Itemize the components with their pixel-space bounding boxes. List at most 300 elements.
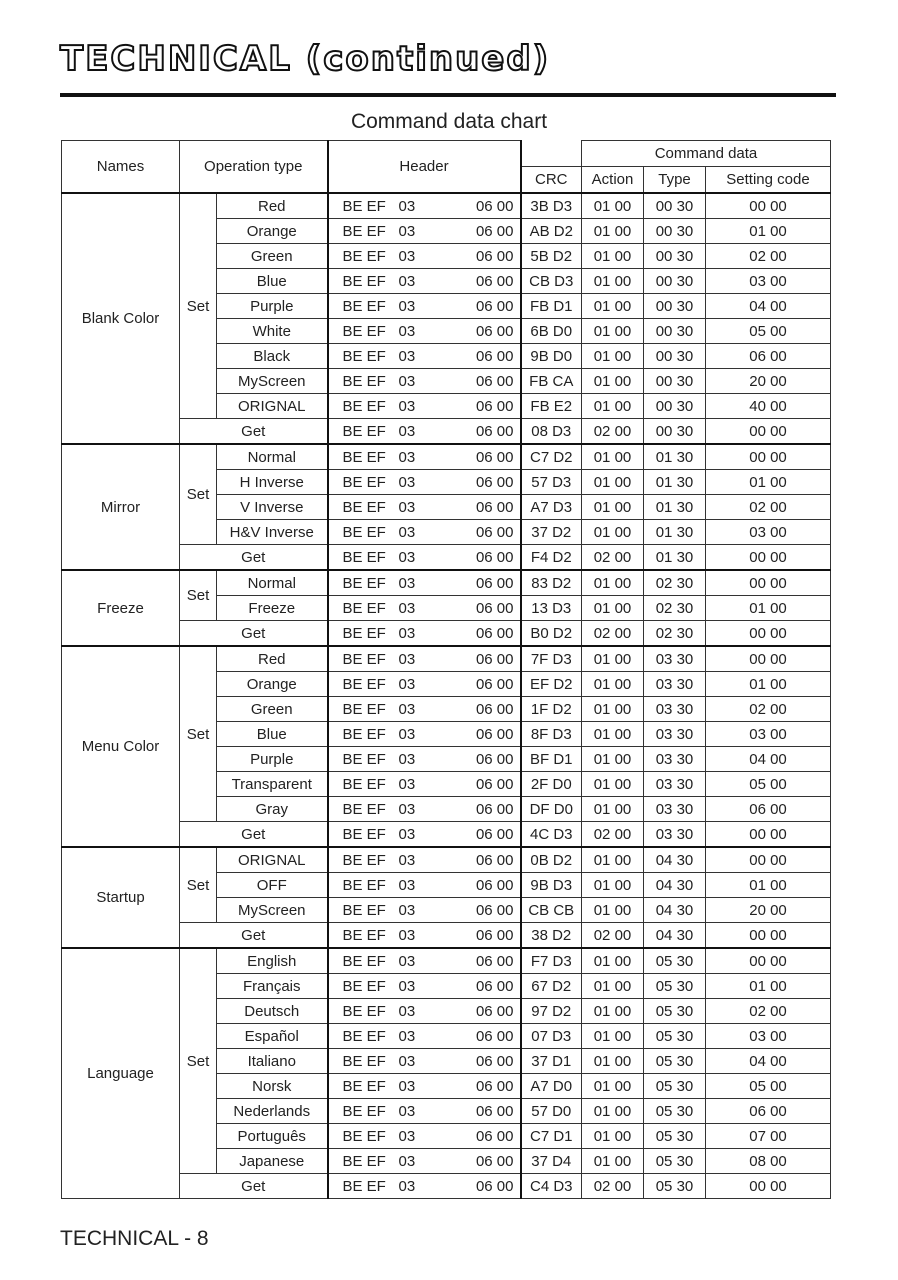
action-cell: 02 00 <box>582 822 644 848</box>
type-cell: 05 30 <box>644 974 706 999</box>
type-cell: 01 30 <box>644 444 706 470</box>
option-label: Nederlands <box>217 1099 328 1124</box>
header-byte-b: 03 <box>398 1102 416 1120</box>
setting-code-cell: 06 00 <box>706 797 831 822</box>
header-byte-c: 06 00 <box>475 297 514 315</box>
action-cell: 01 00 <box>582 369 644 394</box>
type-cell: 03 30 <box>644 672 706 697</box>
action-cell: 01 00 <box>582 722 644 747</box>
header-value <box>328 394 521 419</box>
setting-code-cell: 05 00 <box>706 319 831 344</box>
setting-code-cell: 01 00 <box>706 974 831 999</box>
header-byte-c: 06 00 <box>475 1077 514 1095</box>
header-value <box>328 1049 521 1074</box>
header-value <box>328 797 521 822</box>
option-label: Orange <box>217 219 328 244</box>
header-byte-b: 03 <box>398 222 416 240</box>
header-byte-a: BE EF <box>342 1127 386 1145</box>
header-byte-c: 06 00 <box>475 977 514 995</box>
setting-code-cell: 40 00 <box>706 394 831 419</box>
option-label: ORIGNAL <box>217 394 328 419</box>
action-cell: 01 00 <box>582 797 644 822</box>
header-byte-c: 06 00 <box>475 725 514 743</box>
setting-code-cell: 04 00 <box>706 1049 831 1074</box>
crc-cell: 9B D0 <box>521 344 582 369</box>
option-label: H&V Inverse <box>217 520 328 545</box>
setting-code-cell: 01 00 <box>706 596 831 621</box>
crc-cell: A7 D3 <box>521 495 582 520</box>
setting-code-cell: 00 00 <box>706 419 831 445</box>
header-byte-c: 06 00 <box>475 247 514 265</box>
header-byte-c: 06 00 <box>475 448 514 466</box>
header-byte-c: 06 00 <box>475 1052 514 1070</box>
action-cell: 02 00 <box>582 1174 644 1199</box>
crc-cell: FB CA <box>521 369 582 394</box>
setting-code-cell: 00 00 <box>706 570 831 596</box>
header-byte-a: BE EF <box>342 977 386 995</box>
header-value <box>328 244 521 269</box>
header-byte-b: 03 <box>398 977 416 995</box>
header-byte-a: BE EF <box>342 624 386 642</box>
type-cell: 03 30 <box>644 646 706 672</box>
header-value <box>328 344 521 369</box>
setting-code-cell: 02 00 <box>706 999 831 1024</box>
header-value <box>328 672 521 697</box>
header-byte-b: 03 <box>398 322 416 340</box>
header-byte-b: 03 <box>398 725 416 743</box>
crc-cell: 97 D2 <box>521 999 582 1024</box>
header-byte-b: 03 <box>398 473 416 491</box>
header-byte-b: 03 <box>398 1077 416 1095</box>
header-byte-b: 03 <box>398 1052 416 1070</box>
header-byte-b: 03 <box>398 422 416 440</box>
crc-cell: 07 D3 <box>521 1024 582 1049</box>
table-row <box>62 847 831 873</box>
crc-cell: 6B D0 <box>521 319 582 344</box>
header-byte-c: 06 00 <box>475 750 514 768</box>
option-label: English <box>217 948 328 974</box>
option-label: Green <box>217 697 328 722</box>
action-cell: 01 00 <box>582 898 644 923</box>
header-setting-code: Setting code <box>706 167 831 194</box>
action-cell: 01 00 <box>582 1049 644 1074</box>
header-byte-c: 06 00 <box>475 775 514 793</box>
action-cell: 01 00 <box>582 672 644 697</box>
option-label: MyScreen <box>217 898 328 923</box>
header-value <box>328 444 521 470</box>
header-byte-b: 03 <box>398 1152 416 1170</box>
header-action: Action <box>582 167 644 194</box>
header-byte-b: 03 <box>398 825 416 843</box>
header-value <box>328 596 521 621</box>
header-byte-c: 06 00 <box>475 1177 514 1195</box>
setting-code-cell: 01 00 <box>706 470 831 495</box>
header-byte-b: 03 <box>398 599 416 617</box>
header-byte-a: BE EF <box>342 473 386 491</box>
header-byte-a: BE EF <box>342 347 386 365</box>
header-value <box>328 319 521 344</box>
action-cell: 02 00 <box>582 545 644 571</box>
crc-cell: 57 D0 <box>521 1099 582 1124</box>
group-name: Menu Color <box>62 646 180 847</box>
header-byte-b: 03 <box>398 548 416 566</box>
crc-cell: F4 D2 <box>521 545 582 571</box>
action-cell: 01 00 <box>582 999 644 1024</box>
header-byte-a: BE EF <box>342 247 386 265</box>
type-cell: 00 30 <box>644 369 706 394</box>
header-byte-c: 06 00 <box>475 523 514 541</box>
type-cell: 04 30 <box>644 898 706 923</box>
header-byte-b: 03 <box>398 197 416 215</box>
table-body <box>62 193 831 1199</box>
setting-code-cell: 03 00 <box>706 722 831 747</box>
header-byte-a: BE EF <box>342 775 386 793</box>
option-label: Deutsch <box>217 999 328 1024</box>
action-cell: 02 00 <box>582 419 644 445</box>
header-value <box>328 570 521 596</box>
header-byte-a: BE EF <box>342 650 386 668</box>
setting-code-cell: 02 00 <box>706 244 831 269</box>
setting-code-cell: 00 00 <box>706 444 831 470</box>
header-byte-a: BE EF <box>342 876 386 894</box>
group-name: Language <box>62 948 180 1199</box>
type-cell: 01 30 <box>644 545 706 571</box>
option-label: Purple <box>217 294 328 319</box>
option-label: MyScreen <box>217 369 328 394</box>
action-cell: 01 00 <box>582 219 644 244</box>
header-byte-c: 06 00 <box>475 397 514 415</box>
header-byte-a: BE EF <box>342 322 386 340</box>
header-value <box>328 1124 521 1149</box>
header-byte-b: 03 <box>398 272 416 290</box>
set-label: Set <box>180 847 217 923</box>
header-byte-a: BE EF <box>342 750 386 768</box>
setting-code-cell: 01 00 <box>706 672 831 697</box>
action-cell: 01 00 <box>582 495 644 520</box>
setting-code-cell: 06 00 <box>706 1099 831 1124</box>
action-cell: 01 00 <box>582 1124 644 1149</box>
setting-code-cell: 01 00 <box>706 873 831 898</box>
setting-code-cell: 00 00 <box>706 822 831 848</box>
type-cell: 00 30 <box>644 269 706 294</box>
header-byte-c: 06 00 <box>475 548 514 566</box>
action-cell: 01 00 <box>582 394 644 419</box>
header-byte-c: 06 00 <box>475 800 514 818</box>
header-byte-b: 03 <box>398 347 416 365</box>
action-cell: 01 00 <box>582 974 644 999</box>
header-byte-a: BE EF <box>342 197 386 215</box>
header-byte-b: 03 <box>398 397 416 415</box>
header-byte-c: 06 00 <box>475 473 514 491</box>
header-byte-b: 03 <box>398 1127 416 1145</box>
type-cell: 05 30 <box>644 1074 706 1099</box>
header-value <box>328 847 521 873</box>
header-value <box>328 269 521 294</box>
header-value <box>328 747 521 772</box>
crc-cell: 4C D3 <box>521 822 582 848</box>
setting-code-cell: 00 00 <box>706 923 831 949</box>
action-cell: 02 00 <box>582 923 644 949</box>
type-cell: 00 30 <box>644 394 706 419</box>
header-byte-a: BE EF <box>342 548 386 566</box>
header-value <box>328 621 521 647</box>
header-byte-a: BE EF <box>342 1052 386 1070</box>
setting-code-cell: 00 00 <box>706 621 831 647</box>
crc-cell: FB D1 <box>521 294 582 319</box>
header-value <box>328 520 521 545</box>
crc-cell: EF D2 <box>521 672 582 697</box>
crc-cell: 7F D3 <box>521 646 582 672</box>
header-byte-a: BE EF <box>342 448 386 466</box>
option-label: Blue <box>217 722 328 747</box>
crc-cell: FB E2 <box>521 394 582 419</box>
setting-code-cell: 02 00 <box>706 697 831 722</box>
table-row <box>62 193 831 219</box>
type-cell: 00 30 <box>644 419 706 445</box>
table-row <box>62 570 831 596</box>
page-title: TECHNICAL (continued) <box>60 39 551 79</box>
crc-cell: F7 D3 <box>521 948 582 974</box>
crc-cell: DF D0 <box>521 797 582 822</box>
setting-code-cell: 00 00 <box>706 948 831 974</box>
header-operation-type: Operation type <box>180 141 328 194</box>
type-cell: 00 30 <box>644 319 706 344</box>
header-byte-a: BE EF <box>342 1102 386 1120</box>
crc-cell: CB CB <box>521 898 582 923</box>
get-label: Get <box>180 923 328 949</box>
set-label: Set <box>180 444 217 545</box>
type-cell: 01 30 <box>644 470 706 495</box>
header-byte-b: 03 <box>398 1177 416 1195</box>
action-cell: 01 00 <box>582 470 644 495</box>
setting-code-cell: 05 00 <box>706 1074 831 1099</box>
type-cell: 01 30 <box>644 520 706 545</box>
crc-cell: C7 D2 <box>521 444 582 470</box>
crc-cell: 83 D2 <box>521 570 582 596</box>
header-byte-a: BE EF <box>342 825 386 843</box>
header-byte-c: 06 00 <box>475 926 514 944</box>
header-byte-a: BE EF <box>342 297 386 315</box>
header-byte-b: 03 <box>398 297 416 315</box>
action-cell: 01 00 <box>582 344 644 369</box>
header-byte-a: BE EF <box>342 272 386 290</box>
header-byte-a: BE EF <box>342 800 386 818</box>
setting-code-cell: 03 00 <box>706 269 831 294</box>
header-value <box>328 1024 521 1049</box>
crc-cell: 5B D2 <box>521 244 582 269</box>
header-byte-c: 06 00 <box>475 347 514 365</box>
option-label: V Inverse <box>217 495 328 520</box>
header-names: Names <box>62 141 180 194</box>
setting-code-cell: 07 00 <box>706 1124 831 1149</box>
setting-code-cell: 00 00 <box>706 193 831 219</box>
header-byte-a: BE EF <box>342 1002 386 1020</box>
setting-code-cell: 20 00 <box>706 369 831 394</box>
type-cell: 05 30 <box>644 1124 706 1149</box>
title-rule <box>60 93 836 97</box>
header-byte-b: 03 <box>398 775 416 793</box>
header-byte-a: BE EF <box>342 523 386 541</box>
header-value <box>328 495 521 520</box>
header-value <box>328 419 521 445</box>
action-cell: 01 00 <box>582 193 644 219</box>
action-cell: 01 00 <box>582 319 644 344</box>
option-label: Français <box>217 974 328 999</box>
option-label: OFF <box>217 873 328 898</box>
group-name: Freeze <box>62 570 180 646</box>
header-byte-a: BE EF <box>342 851 386 869</box>
header-value <box>328 545 521 571</box>
header-byte-b: 03 <box>398 247 416 265</box>
page-footer: TECHNICAL - 8 <box>60 1227 209 1250</box>
crc-cell: AB D2 <box>521 219 582 244</box>
crc-cell: A7 D0 <box>521 1074 582 1099</box>
header-byte-a: BE EF <box>342 397 386 415</box>
table-row <box>62 646 831 672</box>
crc-cell: 0B D2 <box>521 847 582 873</box>
header-value <box>328 369 521 394</box>
get-label: Get <box>180 822 328 848</box>
type-cell: 05 30 <box>644 948 706 974</box>
header-byte-b: 03 <box>398 650 416 668</box>
setting-code-cell: 02 00 <box>706 495 831 520</box>
header-value <box>328 193 521 219</box>
option-label: Normal <box>217 570 328 596</box>
type-cell: 02 30 <box>644 570 706 596</box>
header-byte-b: 03 <box>398 574 416 592</box>
header-header: Header <box>328 141 521 194</box>
option-label: Português <box>217 1124 328 1149</box>
crc-cell: 37 D4 <box>521 1149 582 1174</box>
get-label: Get <box>180 1174 328 1199</box>
type-cell: 05 30 <box>644 999 706 1024</box>
header-byte-a: BE EF <box>342 574 386 592</box>
header-byte-b: 03 <box>398 1027 416 1045</box>
header-byte-a: BE EF <box>342 1077 386 1095</box>
crc-cell: 3B D3 <box>521 193 582 219</box>
type-cell: 00 30 <box>644 294 706 319</box>
header-byte-a: BE EF <box>342 952 386 970</box>
header-byte-c: 06 00 <box>475 197 514 215</box>
action-cell: 01 00 <box>582 244 644 269</box>
header-byte-c: 06 00 <box>475 901 514 919</box>
header-byte-c: 06 00 <box>475 372 514 390</box>
crc-cell: 08 D3 <box>521 419 582 445</box>
header-byte-b: 03 <box>398 901 416 919</box>
action-cell: 01 00 <box>582 772 644 797</box>
crc-cell: 1F D2 <box>521 697 582 722</box>
action-cell: 01 00 <box>582 1149 644 1174</box>
type-cell: 00 30 <box>644 244 706 269</box>
header-byte-c: 06 00 <box>475 1152 514 1170</box>
action-cell: 02 00 <box>582 621 644 647</box>
header-byte-c: 06 00 <box>475 700 514 718</box>
setting-code-cell: 08 00 <box>706 1149 831 1174</box>
header-byte-c: 06 00 <box>475 675 514 693</box>
setting-code-cell: 00 00 <box>706 545 831 571</box>
header-byte-b: 03 <box>398 372 416 390</box>
header-crc: CRC <box>521 167 582 194</box>
action-cell: 01 00 <box>582 873 644 898</box>
setting-code-cell: 04 00 <box>706 747 831 772</box>
type-cell: 05 30 <box>644 1099 706 1124</box>
type-cell: 02 30 <box>644 621 706 647</box>
action-cell: 01 00 <box>582 1099 644 1124</box>
group-name: Mirror <box>62 444 180 570</box>
header-byte-a: BE EF <box>342 599 386 617</box>
crc-cell: C4 D3 <box>521 1174 582 1199</box>
type-cell: 03 30 <box>644 722 706 747</box>
header-value <box>328 999 521 1024</box>
header-byte-a: BE EF <box>342 901 386 919</box>
crc-cell: B0 D2 <box>521 621 582 647</box>
option-label: Transparent <box>217 772 328 797</box>
setting-code-cell: 06 00 <box>706 344 831 369</box>
header-byte-b: 03 <box>398 675 416 693</box>
header-byte-b: 03 <box>398 800 416 818</box>
table-row <box>62 444 831 470</box>
type-cell: 04 30 <box>644 847 706 873</box>
crc-cell: 8F D3 <box>521 722 582 747</box>
header-value <box>328 470 521 495</box>
header-byte-c: 06 00 <box>475 952 514 970</box>
option-label: Norsk <box>217 1074 328 1099</box>
header-byte-a: BE EF <box>342 675 386 693</box>
header-value <box>328 1174 521 1199</box>
action-cell: 01 00 <box>582 847 644 873</box>
header-byte-c: 06 00 <box>475 574 514 592</box>
crc-cell: 9B D3 <box>521 873 582 898</box>
action-cell: 01 00 <box>582 1074 644 1099</box>
type-cell: 03 30 <box>644 822 706 848</box>
header-byte-c: 06 00 <box>475 624 514 642</box>
type-cell: 05 30 <box>644 1024 706 1049</box>
header-byte-b: 03 <box>398 750 416 768</box>
option-label: Blue <box>217 269 328 294</box>
action-cell: 01 00 <box>582 570 644 596</box>
setting-code-cell: 20 00 <box>706 898 831 923</box>
action-cell: 01 00 <box>582 294 644 319</box>
header-byte-a: BE EF <box>342 422 386 440</box>
setting-code-cell: 00 00 <box>706 1174 831 1199</box>
option-label: Green <box>217 244 328 269</box>
header-byte-c: 06 00 <box>475 876 514 894</box>
option-label: Gray <box>217 797 328 822</box>
get-label: Get <box>180 621 328 647</box>
crc-cell: 37 D1 <box>521 1049 582 1074</box>
crc-cell: 67 D2 <box>521 974 582 999</box>
type-cell: 00 30 <box>644 344 706 369</box>
type-cell: 02 30 <box>644 596 706 621</box>
header-byte-b: 03 <box>398 851 416 869</box>
header-byte-a: BE EF <box>342 372 386 390</box>
action-cell: 01 00 <box>582 596 644 621</box>
option-label: Red <box>217 193 328 219</box>
header-byte-b: 03 <box>398 926 416 944</box>
setting-code-cell: 03 00 <box>706 1024 831 1049</box>
header-byte-a: BE EF <box>342 1027 386 1045</box>
crc-cell: 13 D3 <box>521 596 582 621</box>
header-value <box>328 697 521 722</box>
crc-cell: 57 D3 <box>521 470 582 495</box>
header-byte-b: 03 <box>398 624 416 642</box>
header-value <box>328 822 521 848</box>
set-label: Set <box>180 193 217 419</box>
type-cell: 03 30 <box>644 797 706 822</box>
header-value <box>328 948 521 974</box>
action-cell: 01 00 <box>582 1024 644 1049</box>
type-cell: 05 30 <box>644 1174 706 1199</box>
